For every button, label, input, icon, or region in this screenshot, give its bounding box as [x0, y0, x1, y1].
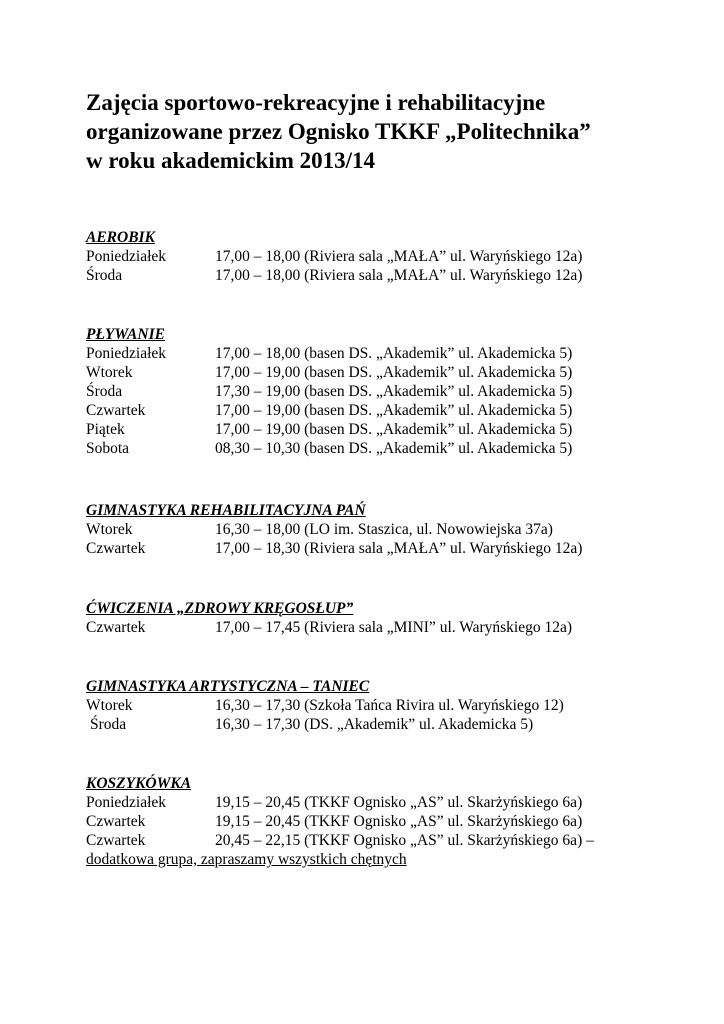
schedule-day: Poniedziałek: [86, 794, 167, 811]
schedule-time: 16,30 – 18,00 (LO im. Staszica, ul. Nowowiejska 37a): [215, 521, 553, 538]
schedule-time: 16,30 – 17,30 (Szkoła Tańca Rivira ul. Waryńskiego 12): [215, 697, 564, 714]
section-aerobik: [86, 228, 583, 285]
schedule-row: [86, 812, 583, 831]
schedule-time: 17,00 – 19,00 (basen DS. „Akademik” ul. Akademicka 5): [215, 402, 573, 419]
schedule-row: [86, 382, 573, 401]
section-zdrowy-kregoslup: [86, 599, 573, 637]
schedule-time: 17,00 – 17,45 (Riviera sala „MINI” ul. Waryńskiego 12a): [215, 619, 573, 636]
schedule-time: 19,15 – 20,45 (TKKF Ognisko „AS” ul. Skarżyńskiego 6a): [215, 813, 583, 830]
section-title: GIMNASTYKA ARTYSTYCZNA – TANIEC: [86, 678, 370, 695]
schedule-day: Piątek: [86, 421, 125, 438]
document-title: [86, 88, 686, 175]
schedule-time: 17,00 – 18,00 (Riviera sala „MAŁA” ul. Waryńskiego 12a): [215, 248, 583, 265]
schedule-day: Czwartek: [86, 402, 146, 419]
section-koszykowka: [86, 774, 594, 869]
title-line-1: Zajęcia sportowo-rekreacyjne i rehabilitacyjne: [86, 90, 546, 115]
section-title: ĆWICZENIA „ZDROWY KRĘGOSŁUP”: [86, 600, 354, 617]
schedule-row: [86, 696, 564, 715]
schedule-row: [86, 363, 573, 382]
schedule-day: Czwartek: [86, 619, 146, 636]
schedule-day: Poniedziałek: [86, 248, 167, 265]
schedule-time: 17,00 – 19,00 (basen DS. „Akademik” ul. Akademicka 5): [215, 364, 573, 381]
schedule-time: 08,30 – 10,30 (basen DS. „Akademik” ul. Akademicka 5): [215, 440, 573, 457]
section-title: PŁYWANIE: [86, 326, 165, 343]
schedule-row: [86, 401, 573, 420]
schedule-row: [86, 420, 573, 439]
schedule-day: Czwartek: [86, 813, 146, 830]
schedule-time: 17,00 – 18,00 (Riviera sala „MAŁA” ul. Waryńskiego 12a): [215, 267, 583, 284]
section-title: AEROBIK: [86, 229, 155, 246]
schedule-day: Wtorek: [86, 697, 133, 714]
schedule-row: [86, 539, 583, 558]
schedule-day: Wtorek: [86, 521, 133, 538]
schedule-day: Sobota: [86, 440, 130, 457]
section-gimnastyka-artystyczna: [86, 677, 564, 734]
schedule-day: Środa: [86, 267, 123, 284]
title-line-2: organizowane przez Ognisko TKKF „Politechnika”: [86, 119, 591, 144]
schedule-row: [86, 715, 534, 734]
section-gimnastyka-rehabilitacyjna: [86, 501, 583, 558]
schedule-time: 17,30 – 19,00 (basen DS. „Akademik” ul. Akademicka 5): [215, 383, 573, 400]
schedule-row: [86, 793, 583, 812]
schedule-time: 17,00 – 19,00 (basen DS. „Akademik” ul. Akademicka 5): [215, 421, 573, 438]
section-plywanie: [86, 325, 573, 458]
schedule-day: Środa: [90, 716, 127, 733]
schedule-time: 19,15 – 20,45 (TKKF Ognisko „AS” ul. Skarżyńskiego 6a): [215, 794, 583, 811]
schedule-day: Środa: [86, 383, 123, 400]
schedule-day: Wtorek: [86, 364, 133, 381]
schedule-note: dodatkowa grupa, zapraszamy wszystkich chętnych: [86, 851, 407, 868]
section-title: GIMNASTYKA REHABILITACYJNA PAŃ: [86, 502, 366, 519]
schedule-row: [86, 520, 553, 539]
schedule-day: Poniedziałek: [86, 345, 167, 362]
schedule-row: [86, 266, 583, 285]
title-line-3: w roku akademickim 2013/14: [86, 148, 376, 173]
schedule-row: [86, 344, 573, 363]
schedule-row: [86, 618, 573, 637]
schedule-row: [86, 247, 583, 266]
schedule-day: Czwartek: [86, 832, 146, 849]
section-title: KOSZYKÓWKA: [86, 775, 192, 792]
schedule-row: [86, 439, 573, 458]
schedule-day: Czwartek: [86, 540, 146, 557]
schedule-row: [86, 831, 594, 850]
schedule-time: 16,30 – 17,30 (DS. „Akademik” ul. Akademicka 5): [215, 716, 534, 733]
schedule-time: 20,45 – 22,15 (TKKF Ognisko „AS” ul. Skarżyńskiego 6a) –: [215, 832, 594, 849]
schedule-time: 17,00 – 18,30 (Riviera sala „MAŁA” ul. Waryńskiego 12a): [215, 540, 583, 557]
schedule-time: 17,00 – 18,00 (basen DS. „Akademik” ul. Akademicka 5): [215, 345, 573, 362]
